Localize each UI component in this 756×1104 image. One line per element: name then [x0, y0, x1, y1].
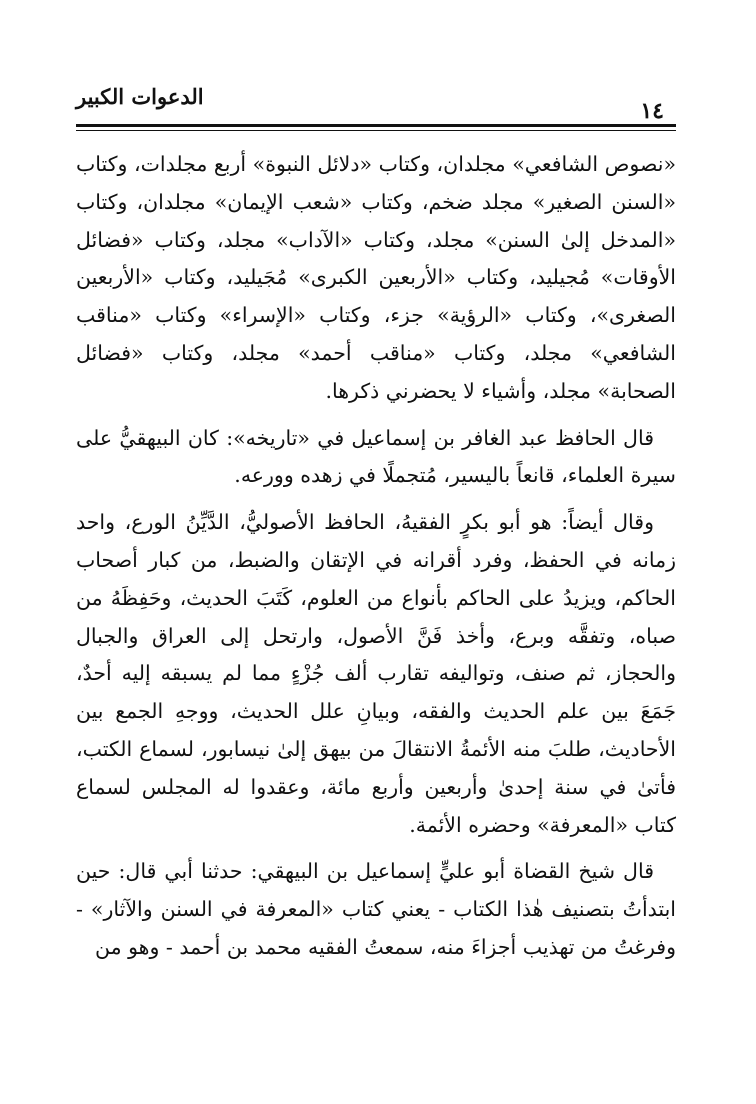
- header-rule-thick: [76, 124, 676, 127]
- page-header: [76, 78, 676, 122]
- running-title: الدعوات الكبير: [76, 84, 204, 109]
- body-text: [76, 146, 676, 967]
- paragraph: «نصوص الشافعي» مجلدان، وكتاب «دلائل النبوة» أربع مجلدات، وكتاب «السنن الصغير» مجلد ضخم، وكتاب «شعب الإيمان» مجلدان، وكتاب «المدخل إلىٰ السنن» مجلد، وكتاب «الآداب» مجلد، وكتاب «فضائل الأوقات» مُجيليد، وكتاب «الأربعين الكبرى» مُجَيليد، وكتاب «الأربعين الصغرى»، وكتاب «الرؤية» جزء، وكتاب «الإسراء» وكتاب «مناقب الشافعي» مجلد، وكتاب «مناقب أحمد» مجلد، وكتاب «فضائل الصحابة» مجلد، وأشياء لا يحضرني ذكرها.: [76, 152, 676, 403]
- paragraph: وقال أيضاً: هو أبو بكرٍ الفقيهُ، الحافظ الأصوليُّ، الدَّيِّنُ الورع، واحد زمانه في الحفظ، وفرد أقرانه في الإتقان والضبط، من كبار أصحاب الحاكم، ويزيدُ على الحاكم بأنواع من العلوم، كَتَبَ الحديث، وحَفِظَهُ من صباه، وتفقَّه وبرع، وأخذ فَنَّ الأصول، وارتحل إلى العراق والجبال والحجاز، ثم صنف، وتواليفه تقارب ألف جُزْءٍ مما لم يسبقه إليه أحدٌ، جَمَعَ بين علم الحديث والفقه، وبيانِ علل الحديث، ووجهِ الجمع بين الأحاديث، طلبَ منه الأئمةُ الانتقالَ من بيهق إلىٰ نيسابور، لسماع الكتب، فأتىٰ في سنة إحدىٰ وأربعين وأربع مائة، وعقدوا له المجلس لسماع كتاب «المعرفة» وحضره الأئمة.: [76, 510, 676, 837]
- paragraph: قال شيخ القضاة أبو عليٍّ إسماعيل بن البيهقي: حدثنا أبي قال: حين ابتدأتُ بتصنيف هٰذا الكتاب - يعني كتاب «المعرفة في السنن والآثار» - وفرغتُ من تهذيب أجزاءَ منه، سمعتُ الفقيه محمد بن أحمد - وهو من: [76, 859, 676, 959]
- page-number: ١٤: [640, 98, 664, 124]
- header-rule-thin: [76, 130, 676, 131]
- paragraph: قال الحافظ عبد الغافر بن إسماعيل في «تاريخه»: كان البيهقيُّ على سيرة العلماء، قانعاً باليسير، مُتجملًا في زهده وورعه.: [76, 425, 676, 488]
